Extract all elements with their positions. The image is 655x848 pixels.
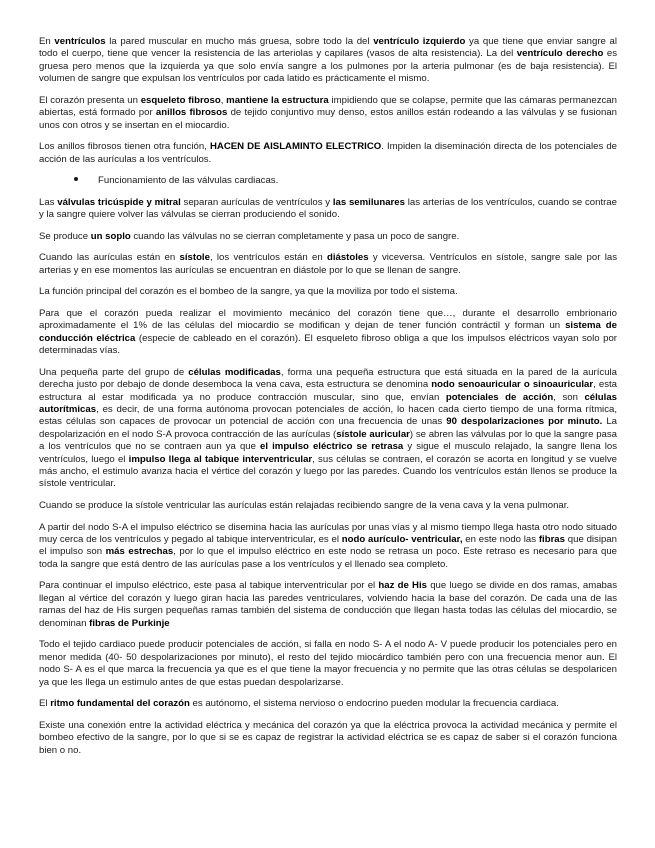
paragraph-electromechanical [39, 720, 617, 757]
text-run: es autónomo, el sistema nervioso o endocrino pueden modular la frecuencia cardiaca. [189, 698, 559, 710]
paragraph-murmur [39, 231, 617, 243]
text-run: , los ventrículos están en [209, 252, 327, 264]
text-run: En [39, 36, 55, 47]
text-run: , [220, 94, 227, 106]
text-run: impidiendo que se colapse, permite que las cámaras permanezcan abiertas, está formado por [39, 94, 617, 119]
text-run: El corazón presenta un [39, 94, 141, 106]
text-run: , es decir, de una forma autónoma provocan potenciales de acción, lo hacen cada cierto tiempo de una forma rítmica, estas células son capaces de provocar un potencial de acción con una frecuencia de unas [39, 404, 617, 428]
text-run: cuando las válvulas no se cierran completamente y pasa un poco de sangre. [130, 230, 460, 242]
bold-term: mantiene la estructura [226, 94, 329, 106]
text-run: . Impiden la diseminación directa de los potenciales de acción de las aurículas a los ventrículos. [39, 141, 617, 165]
bold-term: fibras de Purkinje [89, 617, 170, 629]
text-run: separan aurículas de ventrículos y [180, 196, 333, 208]
text-run: , sus células se contraen, el corazón se acorta en longitud y se vuelve más ancho, el estimulo avanza hacia el vértice del corazón y luego por las paredes. Cuando los ventrículos están llenos se produce la sístole ventricular. [39, 453, 617, 490]
bold-term: nodo aurículo- ventricular, [341, 534, 463, 546]
paragraph-ventricular-systole [39, 500, 617, 512]
text-run: El [39, 698, 51, 710]
text-run: ya que tiene que enviar sangre al todo el cuerpo, tiene que vencer la resistencia de las arteriolas y capilares (vasos de alta resistencia). La del [39, 36, 617, 60]
paragraph-pacemaker-hierarchy [39, 639, 617, 689]
bold-term: esqueleto fibroso [140, 94, 221, 106]
text-run: y sigue el musculo relajado, la sangre llena los ventrículos, luego el [39, 441, 617, 465]
bold-term: válvulas tricúspide y mitral [57, 196, 181, 208]
bold-term: sistema de conducción eléctrica [39, 320, 617, 344]
bold-term: nodo senoauricular o sinoauricular [431, 379, 594, 391]
text-run: Existe una conexión entre la actividad eléctrica y mecánica del corazón ya que la eléctrica provoca la actividad mecánica y permite el bombeo efectivo de la sangre, por lo que si se es capaz de registrar la actividad eléctrica se es capaz de saber si el corazón funciona bien o no. [39, 719, 617, 756]
text-run: , son [553, 391, 585, 403]
text-run: es gruesa pero menos que la izquierda ya que solo envía sangre a los pulmones por la arteria pulmonar (es de baja resistencia). El volumen de sangre que expulsan los ventrículos por cada latido es prácticamente el mismo. [39, 48, 617, 85]
text-run: en este nodo las [462, 534, 539, 546]
paragraph-conduction-system [39, 308, 617, 358]
bold-term: 90 despolarizaciones por minuto. [446, 416, 603, 428]
text-run: Todo el tejido cardiaco puede producir potenciales de acción, si falla en nodo S- A el nodo A- V puede producir los potenciales pero en menor medida (40- 50 despolarizaciones por minuto), el resto del tejido miocárdico también pero con una frecuencia menor aun. El nodo S- A es el que marca la frecuencia ya que es el que tiene la mayor frecuencia y no permite que las otras células se despolaricen ya que les llega un estimulo antes de que estas puedan despolarizarse. [39, 639, 617, 688]
bullet-item-valves [39, 175, 617, 187]
bold-term: fibras [538, 534, 565, 546]
text-run: La función principal del corazón es el bombeo de la sangre, ya que la moviliza por todo el sistema. [39, 286, 458, 298]
text-run: A partir del nodo S-A el impulso eléctrico se disemina hacia las aurículas por unas vías y al mismo tiempo llega hasta otro nodo situado muy cerca de los ventrículos y pegado al tabique interventricular, es el [39, 521, 617, 546]
bold-term: potenciales de acción [445, 391, 554, 403]
text-run: La despolarización en el nodo S-A provoca contracción de las aurículas ( [39, 416, 618, 440]
text-run: Se produce [39, 230, 91, 242]
text-run: Cuando se produce la sístole ventricular las aurículas están relajadas recibiendo sangre de la vena cava y la vena pulmonar. [39, 500, 570, 512]
paragraph-main-function [39, 286, 617, 298]
paragraph-fibrous-skeleton [39, 95, 617, 132]
text-run: , esta estructura al estar modificada ya no produce contracción muscular, sino que, envían [39, 379, 617, 403]
bold-term: sístole auricular [336, 428, 410, 440]
bold-term: diástoles [326, 252, 369, 264]
bold-term: impulso llega al tabique interventricular [128, 453, 313, 465]
text-run: , forma una pequeña estructura que está situada en la pared de la aurícula derecha justo por debajo de donde desemboca la vena cava, esta estructura se denomina [39, 366, 618, 391]
bold-term: ventrículos [54, 36, 106, 47]
bold-term: haz de His [378, 580, 427, 592]
paragraph-ventricles [39, 36, 617, 86]
text-run: Las [39, 196, 58, 208]
bold-term: ventrículo derecho [516, 48, 604, 60]
text-run: de tejido conjuntivo muy denso, estos anillos están rodeando a las válvulas y se fusionan unos con otros y se insertan en el miocardio. [39, 107, 617, 131]
text-run: Para que el corazón pueda realizar el movimiento mecánico del corazón tiene que…, durante el desarrollo embrionario aproximadamente el 1% de las células del miocardio se modifican y dejan de tener función contráctil y forman un [39, 308, 617, 332]
paragraph-his-bundle [39, 580, 617, 630]
text-run: Cuando las aurículas están en [39, 252, 180, 264]
text-run: Los anillos fibrosos tienen otra función, [39, 141, 210, 153]
text-run: , por lo que el impulso eléctrico en este nodo se retrasa un poco. Este retraso es necesario para que toda la sangre que está dentro de las aurículas pase a los ventrículos y el llenado sea completo. [39, 546, 617, 570]
paragraph-valves [39, 197, 617, 222]
paragraph-sinoatrial-node [39, 367, 617, 491]
text-run: ) se abren las válvulas por lo que la sangre pasa a los ventrículos que no se contraen aun ya que [39, 428, 617, 453]
bold-term: un soplo [90, 230, 131, 242]
bold-term: anillos fibrosos [155, 107, 228, 119]
paragraph-av-node [39, 522, 617, 572]
text-run: y viceversa. Ventrículos en sístole, sangre sale por las arterias y en ese momentos las aurículas se encuentran en diástole por lo que se llenan de sangre. [39, 252, 618, 276]
text-run: que luego se divide en dos ramas, amabas llegan al vértice del corazón y luego giran hacia las paredes ventriculares, volviendo hacia la base del corazón. De cada una de las ramas del haz de His surgen pequeñas ramas también del sistema de conducción que llegan hasta todas las células del miocardio, se denominan [39, 580, 618, 629]
bullet-text: Funcionamiento de las válvulas cardiacas. [98, 175, 279, 187]
bullet-dot-icon [74, 177, 78, 181]
bold-term: ritmo fundamental del corazón [50, 698, 190, 710]
bold-term: el impulso eléctrico se retrasa [260, 441, 404, 453]
text-run: (especie de cableado en el corazón). El esqueleto fibroso obliga a que los impulsos eléctricos vayan solo por determinadas vías. [39, 332, 618, 357]
paragraph-fundamental-rhythm [39, 698, 617, 710]
bold-term: ventrículo izquierdo [373, 36, 466, 47]
bold-term: sístole [179, 252, 210, 264]
bold-term: más estrechas [105, 546, 174, 558]
text-run: que disipan el impulso son [39, 534, 617, 558]
text-run: Para continuar el impulso eléctrico, este pasa al tabique interventricular por el [39, 580, 379, 592]
text-run: la pared muscular en mucho más gruesa, sobre todo la del [105, 36, 374, 47]
text-run: las arterias de los ventrículos, cuando se contrae y la sangre quiere volver las válvulas se cierran produciendo el sonido. [39, 196, 617, 221]
bold-term: células modificadas [188, 366, 281, 378]
bold-term: células autorítmicas [39, 391, 617, 416]
text-run: Una pequeña parte del grupo de [39, 366, 189, 378]
paragraph-systole-diastole [39, 252, 617, 277]
bold-term: HACEN DE AISLAMINTO ELECTRICO [209, 141, 382, 153]
paragraph-electrical-insulation [39, 141, 617, 166]
bold-term: las semilunares [332, 196, 405, 208]
